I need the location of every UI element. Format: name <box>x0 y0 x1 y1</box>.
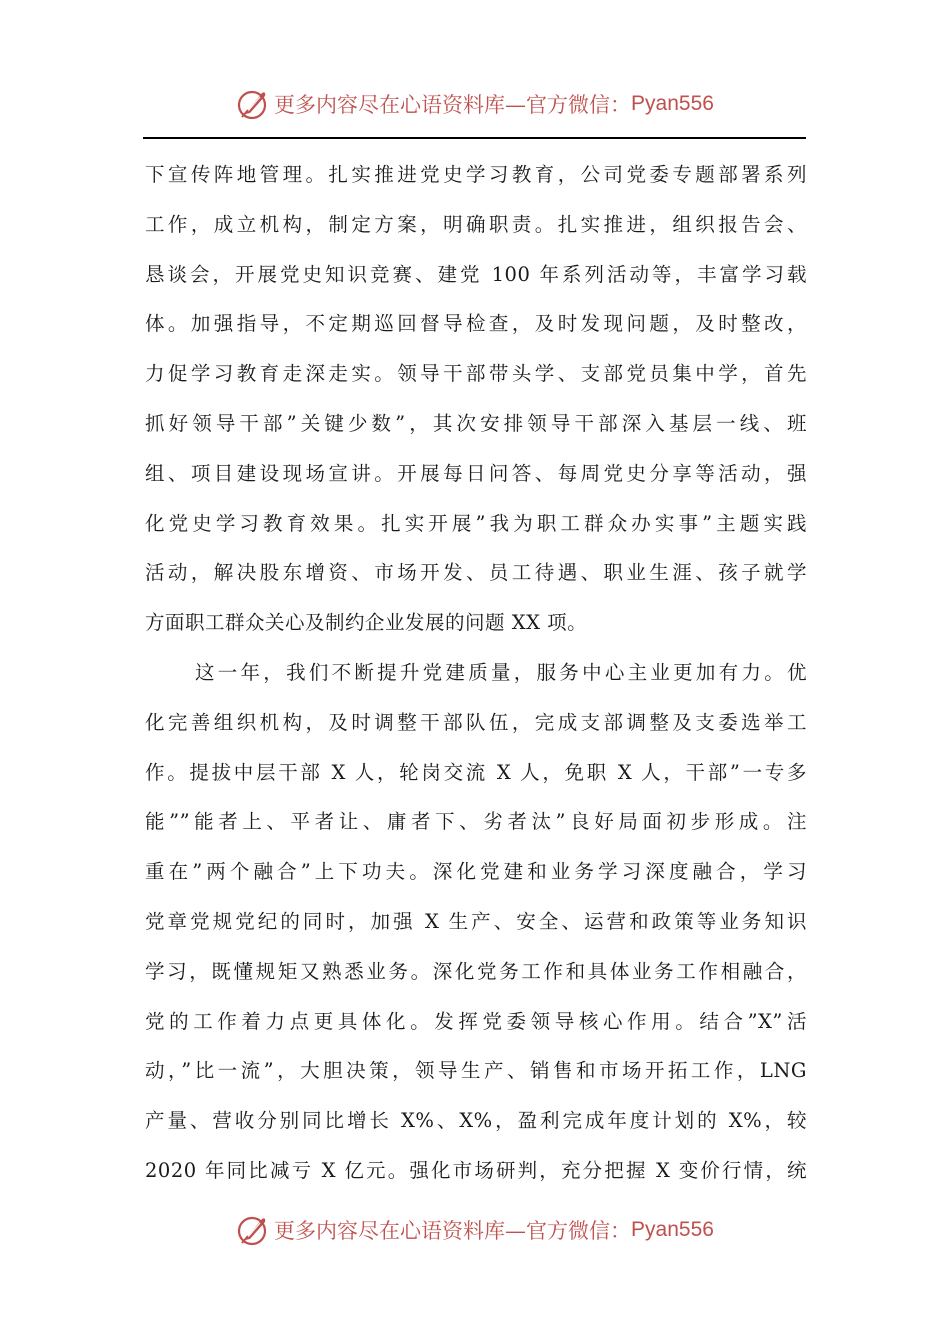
text-line: 重在”两个融合”上下功夫。深化党建和业务学习深度融合，学习 <box>145 860 807 884</box>
text-line: 产量、营收分别同比增长 X%、X%，盈利完成年度计划的 X%，较 <box>145 1109 807 1133</box>
document-body <box>145 150 807 1196</box>
text-line: 动，”比一流”，大胆决策，领导生产、销售和市场开拓工作，LNG <box>145 1059 807 1083</box>
text-line: 活动，解决股东增资、市场开发、员工待遇、职业生涯、孩子就学 <box>145 561 807 585</box>
header-wechat-id: Pyan556 <box>631 92 714 115</box>
text-line: 抓好领导干部”关键少数”，其次安排领导干部深入基层一线、班 <box>145 411 807 435</box>
footer-wechat-id: Pyan556 <box>631 1218 714 1241</box>
text-line: 2020 年同比减亏 X 亿元。强化市场研判，充分把握 X 变价行情，统 <box>145 1158 807 1182</box>
text-line: 党章党规党纪的同时，加强 X 生产、安全、运营和政策等业务知识 <box>145 909 807 933</box>
text-line: 化完善组织机构，及时调整干部队伍，完成支部调整及支委选举工 <box>145 710 807 734</box>
text-line: 方面职工群众关心及制约企业发展的问题 XX 项。 <box>145 611 588 635</box>
text-line: 组、项目建设现场宣讲。开展每日问答、每周党史分享等活动，强 <box>145 461 807 485</box>
header-divider <box>143 137 806 139</box>
header-banner-text: 更多内容尽在心语资料库—官方微信： <box>274 93 632 117</box>
text-line: 力促学习教育走深走实。领导干部带头学、支部党员集中学，首先 <box>145 362 807 386</box>
paragraph-2 <box>145 648 807 1196</box>
text-line: 这一年，我们不断提升党建质量，服务中心主业更加有力。优 <box>195 660 807 684</box>
text-line: 工作，成立机构，制定方案，明确职责。扎实推进，组织报告会、 <box>145 212 807 236</box>
text-line: 体。加强指导，不定期巡回督导检查，及时发现问题，及时整改， <box>145 312 807 336</box>
footer-banner <box>0 1210 950 1250</box>
quill-logo-icon <box>236 1213 270 1247</box>
text-line: 能””能者上、平者让、庸者下、劣者汰”良好局面初步形成。注 <box>145 810 807 834</box>
text-line: 恳谈会，开展党史知识竞赛、建党 100 年系列活动等，丰富学习载 <box>145 262 807 286</box>
text-line: 下宣传阵地管理。扎实推进党史学习教育，公司党委专题部署系列 <box>145 163 807 186</box>
text-line: 作。提拔中层干部 X 人，轮岗交流 X 人，免职 X 人，干部”一专多 <box>145 760 807 784</box>
text-line: 化党史学习教育效果。扎实开展”我为职工群众办实事”主题实践 <box>145 511 807 535</box>
header-banner <box>0 84 950 124</box>
footer-banner-text: 更多内容尽在心语资料库—官方微信： <box>274 1219 632 1243</box>
paragraph-1 <box>145 150 807 648</box>
quill-logo-icon <box>236 87 270 121</box>
text-line: 学习，既懂规矩又熟悉业务。深化党务工作和具体业务工作相融合， <box>145 959 807 983</box>
text-line: 党的工作着力点更具体化。发挥党委领导核心作用。结合”X”活 <box>145 1009 807 1033</box>
